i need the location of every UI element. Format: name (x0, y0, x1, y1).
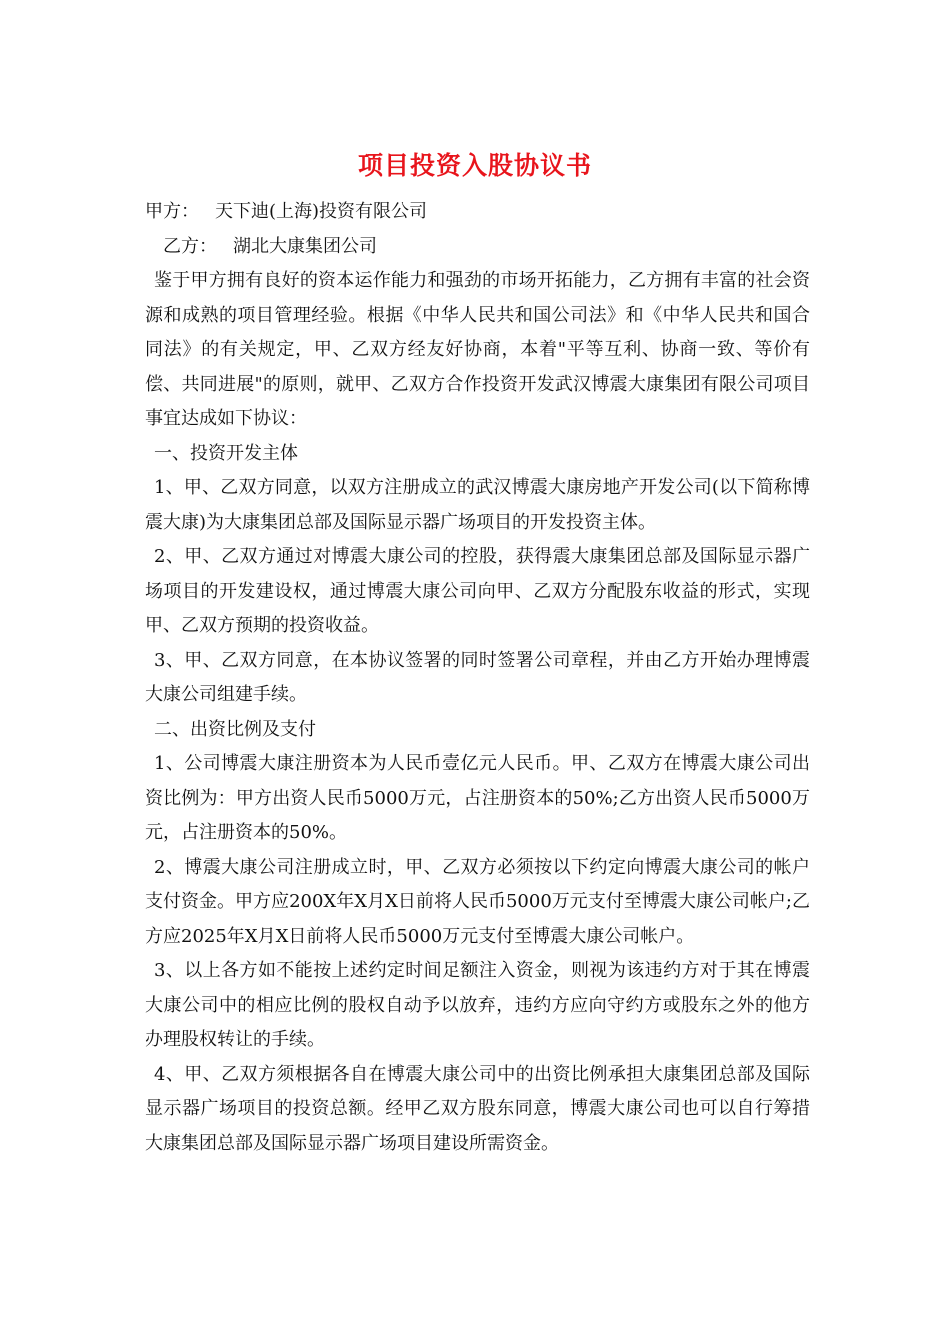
preamble-paragraph: 鉴于甲方拥有良好的资本运作能力和强劲的市场开拓能力，乙方拥有丰富的社会资源和成熟的项目管理经验。根据《中华人民共和国公司法》和《中华人民共和国合同法》的有关规定，甲、乙双方经友好协商，本着"平等互利、协商一致、等价有偿、共同进展"的原则，就甲、乙双方合作投资开发武汉博震大康集团有限公司项目事宜达成如下协议： (145, 270, 810, 429)
clause-paragraph: 1、甲、乙双方同意，以双方注册成立的武汉博震大康房地产开发公司(以下简称博震大康)为大康集团总部及国际显示器广场项目的开发投资主体。 (145, 477, 810, 533)
clause-paragraph: 2、博震大康公司注册成立时，甲、乙双方必须按以下约定向博震大康公司的帐户支付资金。甲方应200X年X月X日前将人民币5000万元支付至博震大康公司帐户;乙方应2025年X月X日前将人民币5000万元支付至博震大康公司帐户。 (145, 856, 810, 947)
clause-paragraph: 1、公司博震大康注册资本为人民币壹亿元人民币。甲、乙双方在博震大康公司出资比例为：甲方出资人民币5000万元，占注册资本的50%;乙方出资人民币5000万元，占注册资本的50%。 (145, 753, 810, 843)
party-a-label: 甲方： (145, 201, 199, 222)
clause-paragraph: 3、甲、乙双方同意，在本协议签署的同时签署公司章程，并由乙方开始办理博震大康公司组建手续。 (145, 649, 810, 705)
clause-paragraph: 2、甲、乙双方通过对博震大康公司的控股，获得震大康集团总部及国际显示器广场项目的开发建设权，通过博震大康公司向甲、乙双方分配股东收益的形式，实现甲、乙双方预期的投资收益。 (145, 546, 810, 636)
document-body (145, 195, 810, 1161)
party-b-label: 乙方： (163, 235, 217, 257)
section-heading: 二、出资比例及支付 (154, 718, 316, 740)
section-heading: 一、投资开发主体 (154, 442, 298, 464)
document-title: 项目投资入股协议书 (357, 151, 592, 180)
party-b-name: 湖北大康集团公司 (233, 235, 377, 257)
party-a-line (145, 195, 810, 230)
party-b-line (145, 230, 810, 265)
party-a-name: 天下迪(上海)投资有限公司 (215, 201, 428, 222)
clause-paragraph: 3、以上各方如不能按上述约定时间足额注入资金，则视为该违约方对于其在博震大康公司中的相应比例的股权自动予以放弃，违约方应向守约方或股东之外的他方办理股权转让的手续。 (145, 960, 810, 1050)
clause-paragraph: 4、甲、乙双方须根据各自在博震大康公司中的出资比例承担大康集团总部及国际显示器广场项目的投资总额。经甲乙双方股东同意，博震大康公司也可以自行筹措大康集团总部及国际显示器广场项目建设所需资金。 (145, 1063, 810, 1154)
